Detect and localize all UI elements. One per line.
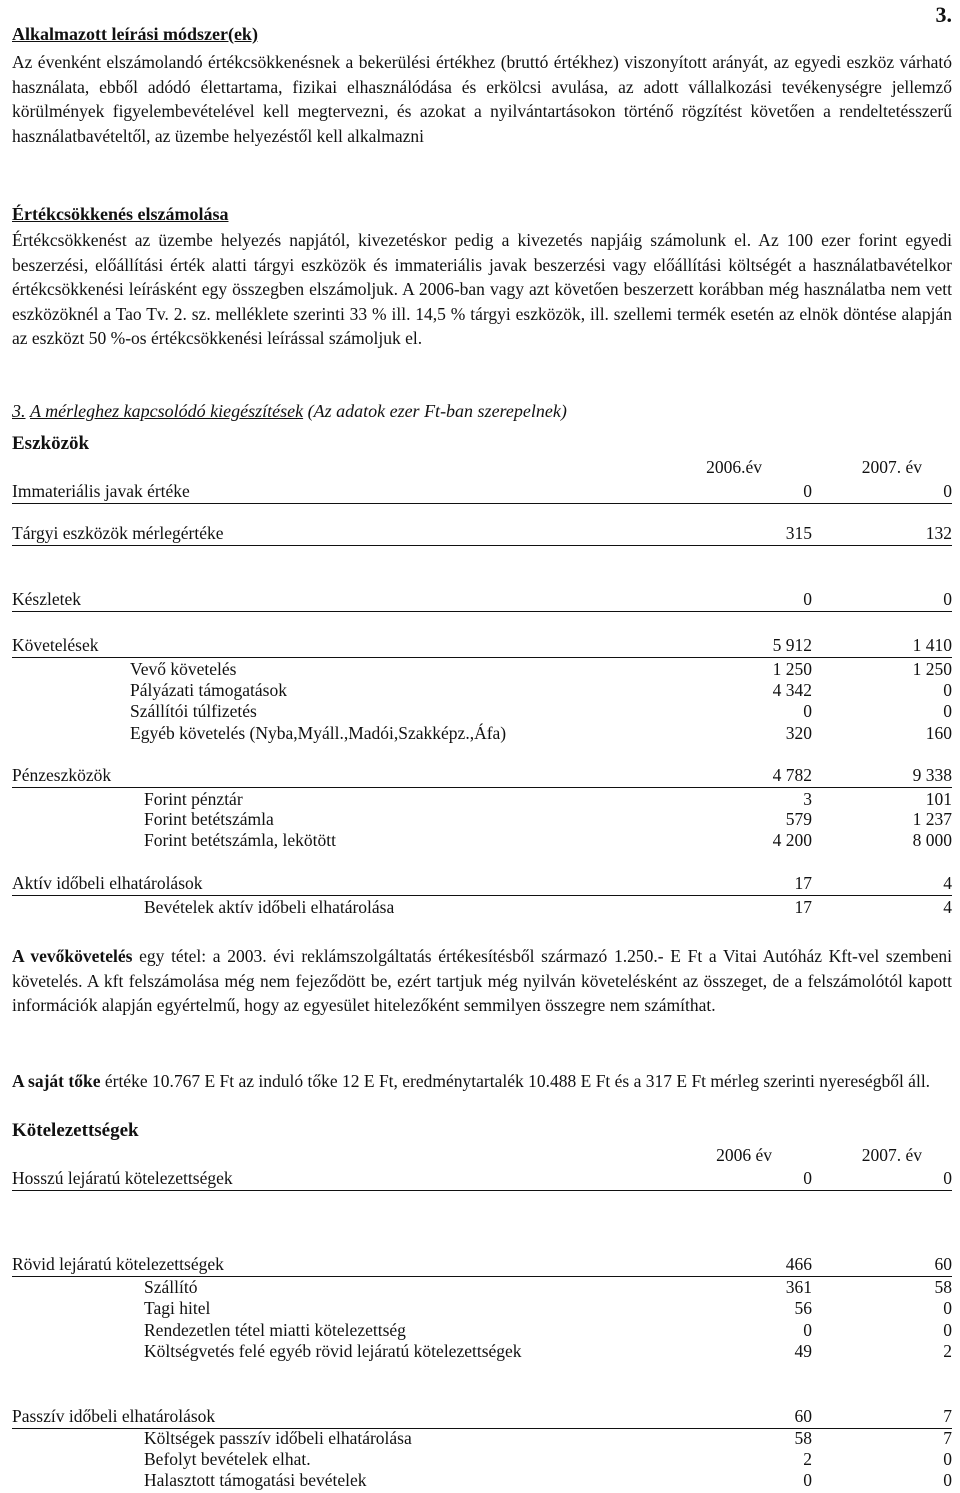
section3-note: (Az adatok ezer Ft-ban szerepelnek) — [307, 401, 567, 421]
liabilities-row-value-2007: 0 — [943, 1298, 952, 1318]
liabilities-row-value-2007: 0 — [943, 1320, 952, 1340]
liabilities-row-value-2007: 7 — [943, 1428, 952, 1448]
page-number: 3. — [935, 2, 952, 27]
assets-row-value-2007: 0 — [943, 680, 952, 700]
assets-row-value-2006: 3 — [803, 789, 812, 809]
assets-row-value-2006: 17 — [794, 873, 812, 893]
liabilities-row-label: Passzív időbeli elhatárolások — [12, 1406, 216, 1426]
liabilities-row-value-2006: 56 — [794, 1298, 812, 1318]
assets-row-value-2006: 1 250 — [772, 659, 812, 679]
assets-row-value-2007: 0 — [943, 701, 952, 721]
assets-row-value-2007: 160 — [925, 723, 952, 743]
assets-row-value-2007: 1 237 — [912, 809, 952, 829]
assets-row-label: Forint betétszámla — [144, 809, 274, 829]
equity-note-bold: A saját tőke — [12, 1071, 101, 1091]
assets-row-label: Pályázati támogatások — [130, 680, 287, 700]
liabilities-row-value-2007: 60 — [934, 1254, 952, 1274]
assets-row — [12, 873, 952, 896]
liabilities-row-value-2006: 49 — [794, 1341, 812, 1361]
section1-text: Az évenként elszámolandó értékcsökkenésnek a bekerülési értékhez (bruttó értékhez) viszonyított arányát, az egyedi eszköz várható használata, ebből adódó élettartama, fizikai elhasználódása és erkölcsi avulása, az adott vállalkozási tevékenységre jellemző körülmények figyelembevételével kell megtervezni, és azokat a nyilvántartásokon történő rögzítést követően a rendeltetésszerű használatbavételtől, az üzembe helyezéstől kell alkalmazni — [12, 52, 952, 146]
assets-row-value-2007: 101 — [925, 789, 952, 809]
liabilities-row — [12, 1428, 952, 1450]
section2-text: Értékcsökkenést az üzembe helyezés napjától, kivezetéskor pedig a kivezetés napjáig számolunk el. Az 100 ezer forint egyedi beszerzési, előállítási érték alatti tárgyi eszközök és immateriális javak beszerzési vagy előállítási költségét a használatbavételkor értékcsökkenési leírásként egy összegben elszámoljuk. A 2006-ban vagy azt követően beszerzett korábban még használatba nem vett eszközöknél a Tao Tv. 2. sz. melléklete szerinti 33 % ill. 14,5 % tárgyi eszközök, ill. szellemi termék esetén az elnök döntése alapján az eszközt 50 %-os értékcsökkenési leírással számoljuk el. — [12, 230, 952, 348]
assets-row-value-2007: 9 338 — [912, 765, 952, 785]
assets-row-value-2007: 132 — [925, 523, 952, 543]
assets-row — [12, 830, 952, 852]
assets-row — [12, 659, 952, 681]
assets-row-label: Pénzeszközök — [12, 765, 112, 785]
section1-title: Alkalmazott leírási módszer(ek) — [12, 24, 258, 44]
assets-row-value-2006: 4 342 — [772, 680, 812, 700]
liabilities-row-value-2006: 0 — [803, 1470, 812, 1490]
assets-row-value-2006: 0 — [803, 701, 812, 721]
assets-row-value-2007: 0 — [943, 589, 952, 609]
liabilities-row-value-2007: 0 — [943, 1470, 952, 1490]
liabilities-row-label: Hosszú lejáratú kötelezettségek — [12, 1168, 233, 1188]
assets-row-value-2007: 0 — [943, 481, 952, 501]
assets-row — [12, 765, 952, 788]
liabilities-col-2006: 2006 év — [716, 1145, 772, 1165]
liabilities-row-value-2006: 0 — [803, 1320, 812, 1340]
assets-col-2007: 2007. év — [861, 457, 922, 477]
liabilities-row-label: Költségvetés felé egyéb rövid lejáratú kötelezettségek — [144, 1341, 522, 1361]
assets-row-label: Tárgyi eszközök mérlegértéke — [12, 523, 224, 543]
assets-row-value-2006: 320 — [785, 723, 812, 743]
receivable-note-bold: A vevőkövetelés — [12, 946, 133, 966]
liabilities-row-value-2006: 361 — [785, 1277, 812, 1297]
assets-row-label: Szállítói túlfizetés — [130, 701, 257, 721]
assets-heading: Eszközök — [12, 433, 90, 454]
assets-row-value-2007: 4 — [943, 873, 952, 893]
assets-row — [12, 589, 952, 612]
liabilities-row-label: Halasztott támogatási bevételek — [144, 1470, 367, 1490]
liabilities-row-label: Költségek passzív időbeli elhatárolása — [144, 1428, 412, 1448]
assets-row-label: Aktív időbeli elhatárolások — [12, 873, 203, 893]
assets-row-value-2006: 315 — [785, 523, 812, 543]
liabilities-row-value-2007: 2 — [943, 1341, 952, 1361]
assets-row-label: Bevételek aktív időbeli elhatárolása — [144, 897, 395, 917]
assets-row-value-2006: 0 — [803, 481, 812, 501]
liabilities-row-value-2007: 58 — [934, 1277, 952, 1297]
section3-title: A mérleghez kapcsolódó kiegészítések — [30, 401, 304, 421]
assets-row-label: Készletek — [12, 589, 81, 609]
assets-row — [12, 523, 952, 546]
liabilities-row — [12, 1254, 952, 1277]
section2-title: Értékcsökkenés elszámolása — [12, 204, 229, 224]
liabilities-row — [12, 1341, 952, 1363]
assets-row-value-2006: 0 — [803, 589, 812, 609]
assets-row-value-2007: 4 — [943, 897, 952, 917]
liabilities-row — [12, 1277, 952, 1299]
liabilities-row-value-2006: 466 — [785, 1254, 812, 1274]
assets-row — [12, 809, 952, 831]
assets-row — [12, 897, 952, 919]
assets-row-label: Forint pénztár — [144, 789, 243, 809]
liabilities-row-label: Rendezetlen tétel miatti kötelezettség — [144, 1320, 406, 1340]
liabilities-row — [12, 1298, 952, 1320]
assets-row-value-2007: 1 410 — [912, 635, 952, 655]
assets-row-value-2006: 4 200 — [772, 830, 812, 850]
liabilities-row — [12, 1470, 952, 1492]
assets-row-value-2006: 5 912 — [772, 635, 812, 655]
liabilities-row-label: Rövid lejáratú kötelezettségek — [12, 1254, 224, 1274]
assets-row — [12, 481, 952, 504]
liabilities-heading: Kötelezettségek — [12, 1120, 139, 1141]
assets-row — [12, 635, 952, 658]
liabilities-row-value-2007: 0 — [943, 1168, 952, 1188]
liabilities-row-value-2007: 0 — [943, 1449, 952, 1469]
receivable-note — [12, 944, 952, 1018]
section-title-depreciation — [12, 204, 228, 225]
assets-row — [12, 723, 952, 745]
section3-num: 3. — [12, 401, 26, 421]
assets-row-value-2006: 579 — [785, 809, 812, 829]
liabilities-row-value-2006: 2 — [803, 1449, 812, 1469]
assets-row — [12, 680, 952, 702]
liabilities-row-label: Befolyt bevételek elhat. — [144, 1449, 311, 1469]
section3-heading — [12, 401, 567, 422]
assets-row-label: Immateriális javak értéke — [12, 481, 190, 501]
liabilities-row — [12, 1406, 952, 1429]
assets-row-value-2007: 1 250 — [912, 659, 952, 679]
section-title-depreciation-method — [12, 24, 258, 45]
liabilities-row-value-2006: 58 — [794, 1428, 812, 1448]
assets-row-label: Vevő követelés — [130, 659, 237, 679]
assets-row-value-2006: 4 782 — [772, 765, 812, 785]
liabilities-row-value-2007: 7 — [943, 1406, 952, 1426]
assets-row-value-2006: 17 — [794, 897, 812, 917]
receivable-note-text: egy tétel: a 2003. évi reklámszolgáltatás értékesítésből származó 1.250.- E Ft a Vitai Autóház Kft-vel szembeni követelés. A kft felszámolása még nem fejeződött be, ezért tartjuk még nyilván követelésként az összeget, de a felszámolótól kapott információk alapján egyértelmű, hogy az egyesület hitelezőként semmilyen összegre nem számíthat. — [12, 946, 952, 1015]
liabilities-row-value-2006: 0 — [803, 1168, 812, 1188]
liabilities-row-label: Tagi hitel — [144, 1298, 211, 1318]
assets-row-label: Forint betétszámla, lekötött — [144, 830, 336, 850]
liabilities-row — [12, 1449, 952, 1471]
liabilities-row-label: Szállító — [144, 1277, 198, 1297]
liabilities-row — [12, 1320, 952, 1342]
assets-col-2006: 2006.év — [706, 457, 762, 477]
assets-row-label: Követelések — [12, 635, 99, 655]
assets-row-value-2007: 8 000 — [912, 830, 952, 850]
assets-row — [12, 701, 952, 723]
equity-note — [12, 1069, 952, 1094]
liabilities-col-2007: 2007. év — [861, 1145, 922, 1165]
assets-row — [12, 789, 952, 811]
liabilities-row — [12, 1168, 952, 1191]
equity-note-text: értéke 10.767 E Ft az induló tőke 12 E Ft, eredménytartalék 10.488 E Ft és a 317 E Ft mérleg szerinti nyereségből áll. — [100, 1071, 931, 1091]
liabilities-row-value-2006: 60 — [794, 1406, 812, 1426]
assets-row-label: Egyéb követelés (Nyba,Myáll.,Madói,Szakképz.,Áfa) — [130, 723, 507, 743]
